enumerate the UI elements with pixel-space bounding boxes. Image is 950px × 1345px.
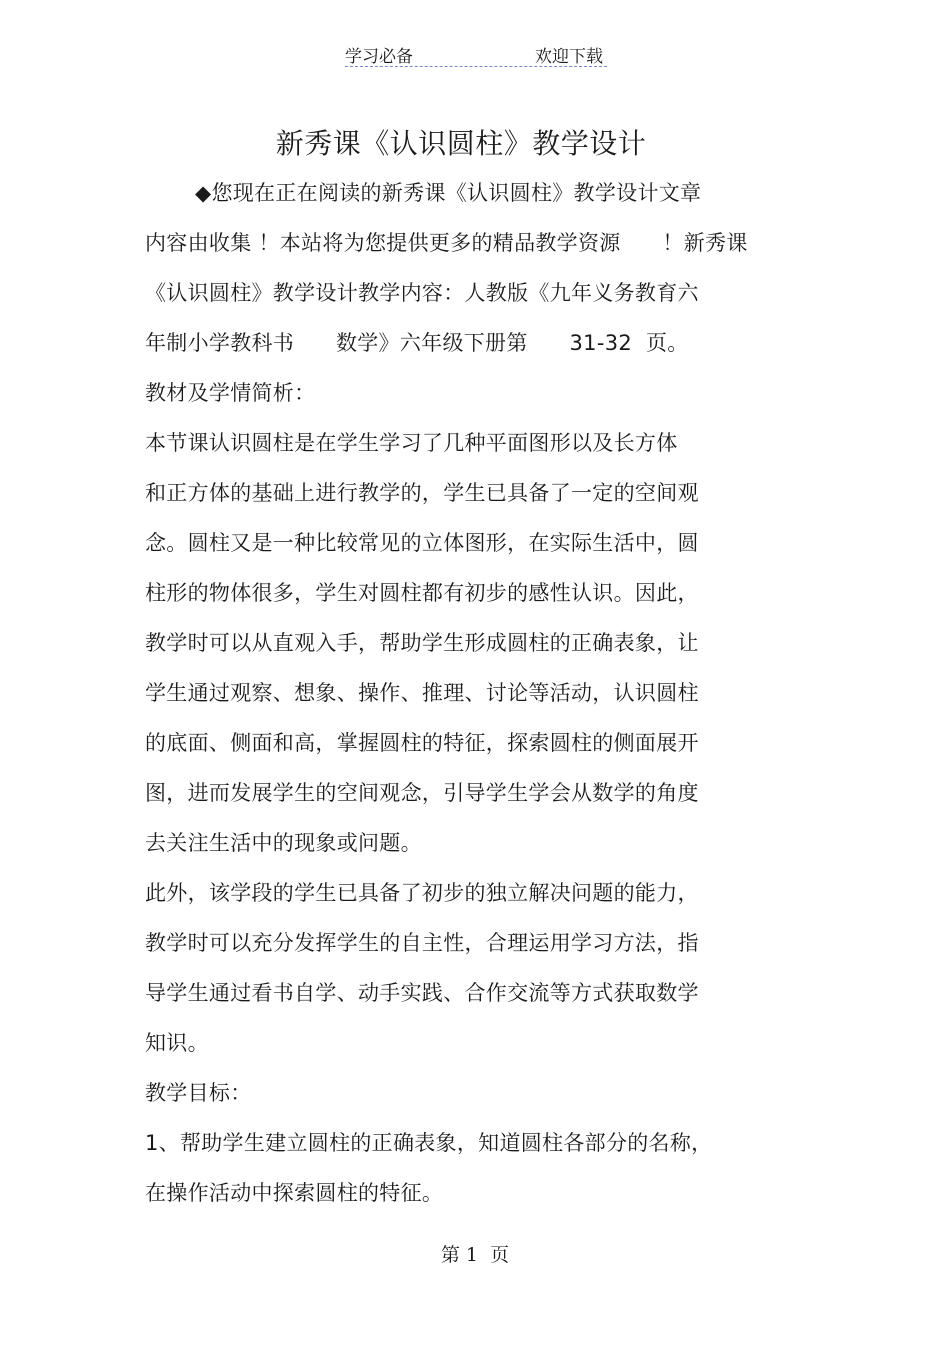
page-header: [345, 40, 607, 67]
paragraph-line: 内容由收集 ！本站将为您提供更多的精品教学资源 ！新秀课: [145, 231, 748, 255]
paragraph-line: 1、帮助学生建立圆柱的正确表象，知道圆柱各部分的名称，: [145, 1131, 713, 1155]
paragraph-line: 的底面、侧面和高，掌握圆柱的特征，探索圆柱的侧面展开: [145, 731, 699, 755]
paragraph-line: 和正方体的基础上进行教学的，学生已具备了一定的空间观: [145, 481, 699, 505]
paragraph-line: 教学时可以充分发挥学生的自主性，合理运用学习方法，指: [145, 931, 699, 955]
document-title: 新秀课《认识圆柱》教学设计: [275, 127, 647, 160]
paragraph-line: 念。圆柱又是一种比较常见的立体图形，在实际生活中，圆: [145, 531, 699, 555]
header-right-text: 欢迎下载: [535, 47, 603, 67]
paragraph-line: 本节课认识圆柱是在学生学习了几种平面图形以及长方体: [145, 431, 678, 455]
paragraph-line: 此外，该学段的学生已具备了初步的独立解决问题的能力，: [145, 881, 699, 905]
page-number: 第 1 页: [440, 1244, 510, 1266]
paragraph-line: 教学时可以从直观入手，帮助学生形成圆柱的正确表象，让: [145, 631, 699, 655]
paragraph-line: 图，进而发展学生的空间观念，引导学生学会从数学的角度: [145, 781, 699, 805]
document-body: [145, 173, 795, 1223]
paragraph-line: 导学生通过看书自学、动手实践、合作交流等方式获取数学: [145, 981, 699, 1005]
paragraph-line: 去关注生活中的现象或问题。: [145, 831, 422, 855]
paragraph-line: 在操作活动中探索圆柱的特征。: [145, 1181, 444, 1205]
paragraph-line: ◆您现在正在阅读的新秀课《认识圆柱》教学设计文章: [195, 181, 702, 205]
paragraph-line: 柱形的物体很多，学生对圆柱都有初步的感性认识。因此，: [145, 581, 699, 605]
header-left-text: 学习必备: [345, 47, 413, 67]
section-heading: 教学目标：: [145, 1081, 252, 1105]
paragraph-line: 学生通过观察、想象、操作、推理、讨论等活动，认识圆柱: [145, 681, 699, 705]
paragraph-line: 《认识圆柱》教学设计教学内容：人教版《九年义务教育六: [145, 281, 699, 305]
paragraph-line: 知识。: [145, 1031, 209, 1055]
paragraph-line: 年制小学教科书 数学》六年级下册第 31-32 页。: [145, 331, 689, 355]
section-heading: 教材及学情简析：: [145, 381, 316, 405]
